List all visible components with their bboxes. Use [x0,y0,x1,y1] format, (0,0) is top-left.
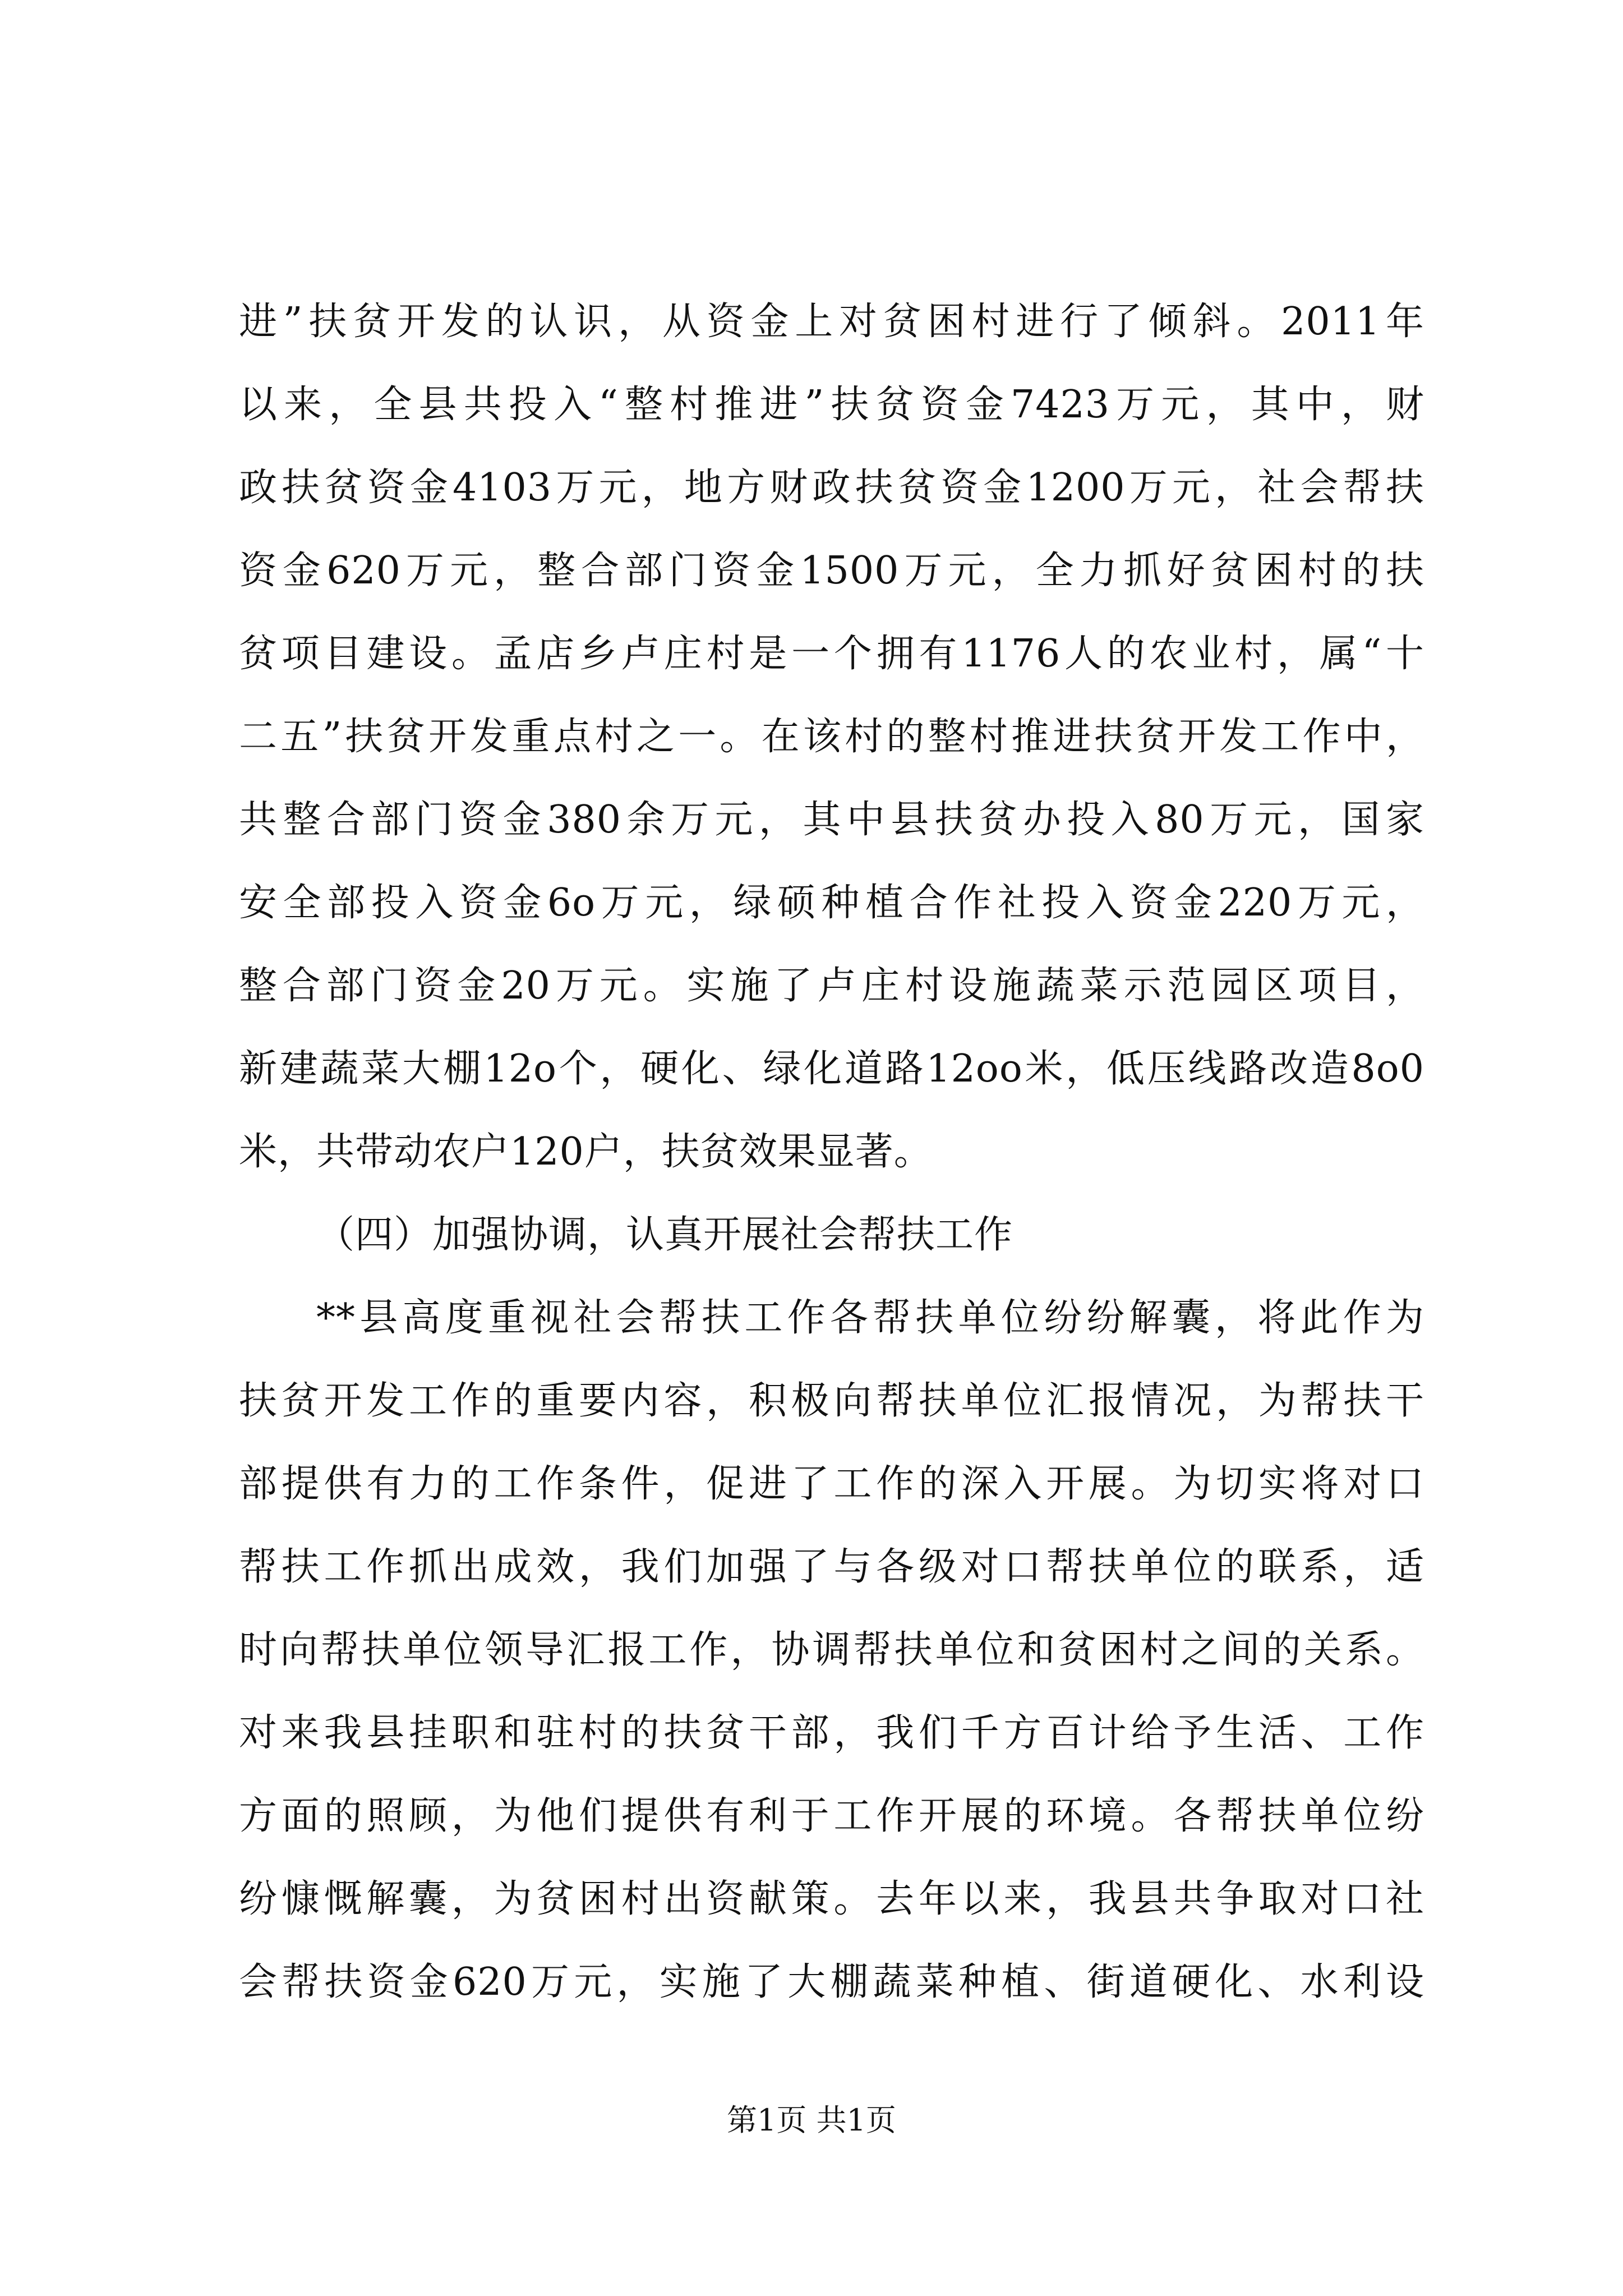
document-body [239,280,1424,2024]
paragraph-line: 政扶贫资金4103万元，地方财政扶贫资金1200万元，社会帮扶 [239,466,1424,510]
paragraph-line: 贫项目建设。孟店乡卢庄村是一个拥有1176人的农业村，属“十 [239,632,1424,676]
paragraph-line: **县高度重视社会帮扶工作各帮扶单位纷纷解囊，将此作为 [316,1296,1424,1340]
paragraph-line: 时向帮扶单位领导汇报工作，协调帮扶单位和贫困村之间的关系。 [239,1628,1424,1672]
paragraph-line: 资金620万元，整合部门资金1500万元，全力抓好贫困村的扶 [239,549,1424,593]
paragraph-line: 对来我县挂职和驻村的扶贫干部，我们千方百计给予生活、工作 [239,1711,1424,1755]
paragraph-line: 会帮扶资金620万元，实施了大棚蔬菜种植、街道硬化、水利设 [239,1960,1424,2004]
paragraph-line: 扶贫开发工作的重要内容，积极向帮扶单位汇报情况，为帮扶干 [239,1379,1424,1423]
paragraph-line: 以来，全县共投入“整村推进”扶贫资金7423万元，其中，财 [239,383,1424,427]
paragraph-line: 安全部投入资金6o万元，绿硕种植合作社投入资金220万元， [239,881,1424,925]
paragraph-line: 共整合部门资金380余万元，其中县扶贫办投入80万元，国家 [239,798,1424,842]
paragraph-line: 二五”扶贫开发重点村之一。在该村的整村推进扶贫开发工作中， [239,715,1424,759]
paragraph-line: 整合部门资金20万元。实施了卢庄村设施蔬菜示范园区项目， [239,964,1424,1008]
page-footer: 第1页 共1页 [727,2102,896,2138]
paragraph-line: 进”扶贫开发的认识，从资金上对贫困村进行了倾斜。2011年 [239,300,1424,344]
paragraph-line: 帮扶工作抓出成效，我们加强了与各级对口帮扶单位的联系，适 [239,1545,1424,1589]
paragraph-line: 纷慷慨解囊，为贫困村出资献策。去年以来，我县共争取对口社 [239,1877,1424,1921]
paragraph-line: 米，共带动农户120户，扶贫效果显著。 [239,1130,933,1174]
paragraph-line: 方面的照顾，为他们提供有利于工作开展的环境。各帮扶单位纷 [239,1794,1424,1838]
paragraph-line: 新建蔬菜大棚12o个，硬化、绿化道路12oo米，低压线路改造8o0 [239,1047,1424,1091]
paragraph-line: 部提供有力的工作条件，促进了工作的深入开展。为切实将对口 [239,1462,1424,1506]
section-heading: （四）加强协调，认真开展社会帮扶工作 [316,1213,1013,1257]
